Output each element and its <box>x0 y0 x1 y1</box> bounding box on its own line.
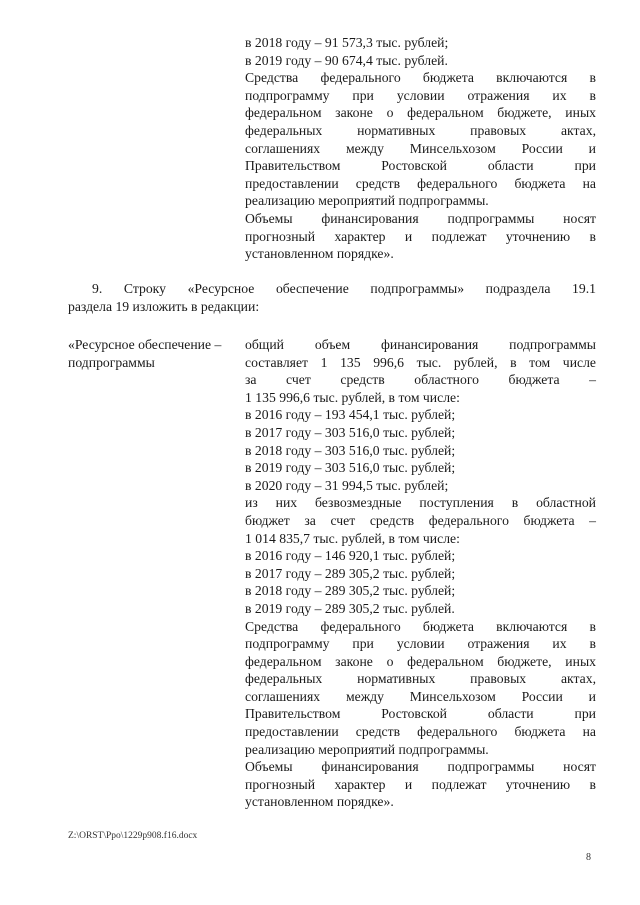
row-value <box>245 336 596 811</box>
label-line: «Ресурсное обеспечение – <box>68 337 222 352</box>
year-line: в 2020 году – 31 994,5 тыс. рублей; <box>245 477 449 493</box>
text-line: федеральном законе о федеральном бюджете, иных <box>245 653 596 669</box>
text-line: предоставлении средств федерального бюджета на <box>245 175 596 191</box>
federal-total-line: 1 014 835,7 тыс. рублей, в том числе: <box>245 530 460 546</box>
regional-total-line: 1 135 996,6 тыс. рублей, в том числе: <box>245 389 460 405</box>
text-line: Средства федерального бюджета включаются в <box>245 618 596 634</box>
text-line: федеральных нормативных правовых актах, <box>245 122 596 138</box>
text-line: Средства федерального бюджета включаются в <box>245 70 596 86</box>
text-line: из них безвозмездные поступления в областной <box>245 495 596 511</box>
year-2018-line: в 2018 году – 91 573,3 тыс. рублей; <box>245 35 449 50</box>
label-line: подпрограммы <box>68 354 155 370</box>
row-label <box>68 336 243 371</box>
text-line: Правительством Ростовской области при <box>245 706 596 722</box>
text-line: подпрограмму при условии отражения их в <box>245 87 596 103</box>
federal-years <box>245 547 596 617</box>
text-line: установленном порядке». <box>245 794 394 810</box>
text-line: Объемы финансирования подпрограммы носят <box>245 210 596 226</box>
year-line: в 2017 году – 289 305,2 тыс. рублей; <box>245 565 456 581</box>
text-line: общий объем финансирования подпрограммы <box>245 337 596 352</box>
text-line: соглашениях между Минсельхозом России и <box>245 688 596 704</box>
text-line: подпрограмму при условии отражения их в <box>245 636 596 652</box>
text-line: реализацию мероприятий подпрограммы. <box>245 741 489 757</box>
year-line: в 2019 году – 289 305,2 тыс. рублей. <box>245 600 455 616</box>
text-line: соглашениях между Минсельхозом России и <box>245 140 596 156</box>
page-number: 8 <box>586 852 591 863</box>
text-line: реализацию мероприятий подпрограммы. <box>245 193 489 209</box>
text-line: Правительством Ростовской области при <box>245 158 596 174</box>
volume-note <box>245 210 596 263</box>
year-line: в 2016 году – 146 920,1 тыс. рублей; <box>245 548 456 564</box>
volume-note <box>245 758 596 811</box>
federal-note <box>245 618 596 759</box>
text-line: прогнозный характер и подлежат уточнению в <box>245 228 596 244</box>
file-path-footer: Z:\ORST\Ppo\1229p908.f16.docx <box>68 831 198 841</box>
amendment-paragraph <box>68 280 596 315</box>
text-line: установленном порядке». <box>245 246 394 262</box>
text-line: прогнозный характер и подлежат уточнению в <box>245 776 596 792</box>
regional-years <box>245 406 596 494</box>
text-line: составляет 1 135 996,6 тыс. рублей, в том числе <box>245 354 596 370</box>
year-line: в 2018 году – 289 305,2 тыс. рублей; <box>245 583 456 599</box>
top-continuation-block <box>245 34 596 263</box>
text-line: федеральных нормативных правовых актах, <box>245 671 596 687</box>
year-2019-line: в 2019 году – 90 674,4 тыс. рублей. <box>245 52 448 68</box>
year-line: в 2019 году – 303 516,0 тыс. рублей; <box>245 460 456 476</box>
paragraph-line: 9. Строку «Ресурсное обеспечение подпрограммы» подраздела 19.1 <box>92 281 596 296</box>
federal-note <box>245 69 596 210</box>
text-line: федеральном законе о федеральном бюджете, иных <box>245 105 596 121</box>
year-line: в 2017 году – 303 516,0 тыс. рублей; <box>245 424 456 440</box>
year-line: в 2016 году – 193 454,1 тыс. рублей; <box>245 407 456 423</box>
year-line: в 2018 году – 303 516,0 тыс. рублей; <box>245 442 456 458</box>
text-line: бюджет за счет средств федерального бюджета – <box>245 512 596 528</box>
paragraph-line: раздела 19 изложить в редакции: <box>68 298 260 314</box>
text-line: Объемы финансирования подпрограммы носят <box>245 759 596 775</box>
text-line: за счет средств областного бюджета – <box>245 372 596 388</box>
text-line: предоставлении средств федерального бюджета на <box>245 724 596 740</box>
